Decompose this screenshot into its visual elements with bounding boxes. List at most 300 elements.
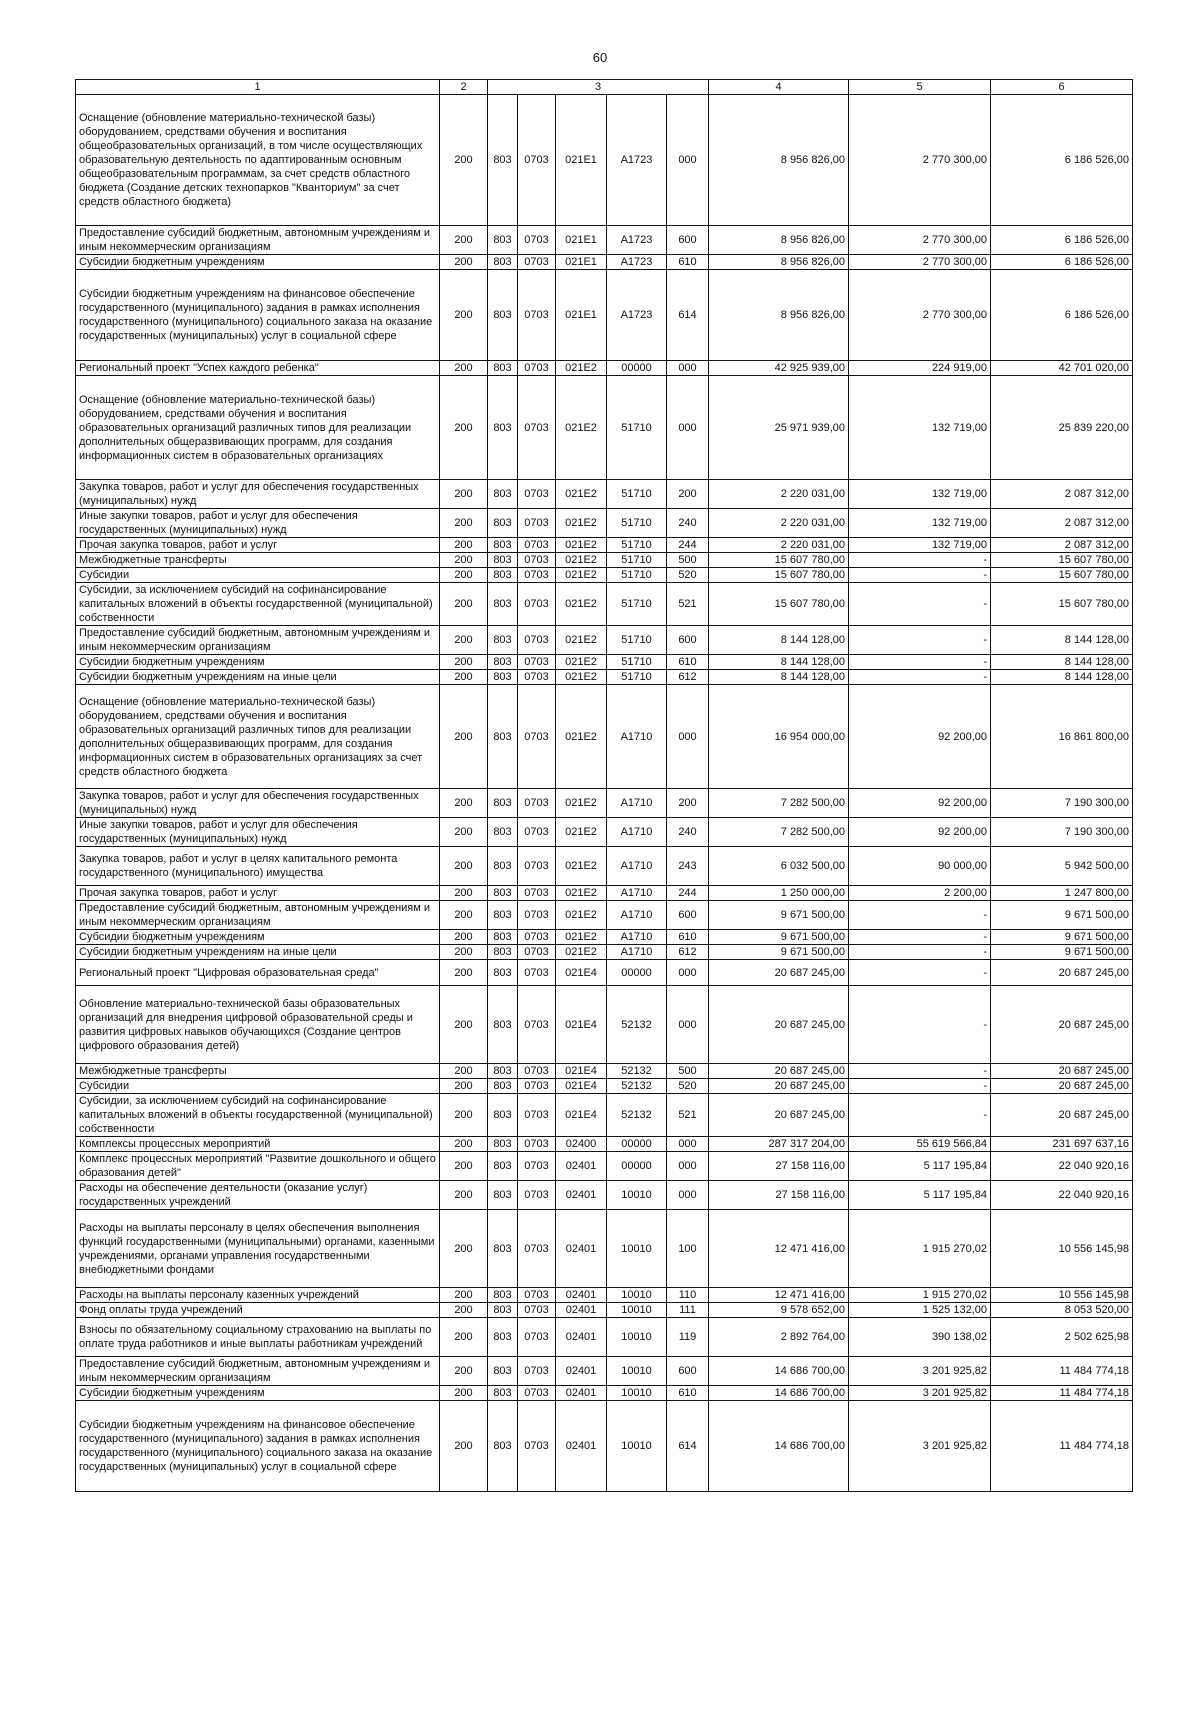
table-row	[76, 568, 1133, 583]
section-code: 803	[488, 480, 518, 509]
grbs-code: 200	[440, 95, 488, 226]
program-code: 02401	[556, 1181, 607, 1210]
program-code: 021E4	[556, 986, 607, 1064]
amount-total: 12 471 416,00	[709, 1288, 849, 1303]
table-row	[76, 509, 1133, 538]
amount-col6: 8 144 128,00	[991, 655, 1133, 670]
row-name: Оснащение (обновление материально-технической базы) оборудованием, средствами обучения и воспитания образовательных организаций различных типов для реализации дополнительных общеразвивающих программ, для создания информационных систем в образовательных организациях за счет средств областного бюджета	[76, 685, 440, 789]
expense-type-code: 244	[667, 538, 709, 553]
row-name: Субсидии бюджетным учреждениям на иные цели	[76, 670, 440, 685]
row-name: Обновление материально-технической базы образовательных организаций для внедрения цифровой образовательной среды и развития цифровых навыков обучающихся (Создание центров цифрового образования детей)	[76, 986, 440, 1064]
section-code: 803	[488, 960, 518, 986]
table-row	[76, 1386, 1133, 1401]
section-code: 803	[488, 886, 518, 901]
program-code: 021E1	[556, 255, 607, 270]
direction-code: А1723	[607, 255, 667, 270]
amount-total: 9 671 500,00	[709, 901, 849, 930]
direction-code: 00000	[607, 1137, 667, 1152]
section-code: 803	[488, 1303, 518, 1318]
table-row	[76, 1288, 1133, 1303]
section-code: 803	[488, 685, 518, 789]
program-code: 021E2	[556, 626, 607, 655]
row-name: Субсидии бюджетным учреждениям	[76, 255, 440, 270]
expense-type-code: 244	[667, 886, 709, 901]
table-row	[76, 986, 1133, 1064]
grbs-code: 200	[440, 583, 488, 626]
subsection-code: 0703	[518, 1181, 556, 1210]
direction-code: 51710	[607, 568, 667, 583]
subsection-code: 0703	[518, 480, 556, 509]
amount-col5: -	[849, 901, 991, 930]
table-row	[76, 1401, 1133, 1492]
amount-col5: 2 770 300,00	[849, 255, 991, 270]
amount-total: 42 925 939,00	[709, 361, 849, 376]
grbs-code: 200	[440, 685, 488, 789]
expense-type-code: 600	[667, 626, 709, 655]
subsection-code: 0703	[518, 986, 556, 1064]
amount-col5: -	[849, 1094, 991, 1137]
direction-code: А1710	[607, 789, 667, 818]
direction-code: А1710	[607, 901, 667, 930]
grbs-code: 200	[440, 1079, 488, 1094]
table-row	[76, 1357, 1133, 1386]
expense-type-code: 000	[667, 376, 709, 480]
subsection-code: 0703	[518, 361, 556, 376]
program-code: 021E2	[556, 670, 607, 685]
amount-col6: 2 502 625,98	[991, 1318, 1133, 1357]
amount-col6: 15 607 780,00	[991, 553, 1133, 568]
direction-code: 51710	[607, 538, 667, 553]
subsection-code: 0703	[518, 886, 556, 901]
row-name: Комплекс процессных мероприятий "Развитие дошкольного и общего образования детей"	[76, 1152, 440, 1181]
amount-total: 2 220 031,00	[709, 538, 849, 553]
program-code: 021E2	[556, 685, 607, 789]
amount-total: 15 607 780,00	[709, 553, 849, 568]
subsection-code: 0703	[518, 376, 556, 480]
subsection-code: 0703	[518, 1303, 556, 1318]
amount-col5: -	[849, 553, 991, 568]
section-code: 803	[488, 1094, 518, 1137]
grbs-code: 200	[440, 1386, 488, 1401]
subsection-code: 0703	[518, 226, 556, 255]
subsection-code: 0703	[518, 1401, 556, 1492]
row-name: Прочая закупка товаров, работ и услуг	[76, 886, 440, 901]
amount-col5: 92 200,00	[849, 789, 991, 818]
direction-code: А1710	[607, 685, 667, 789]
grbs-code: 200	[440, 1064, 488, 1079]
program-code: 021E2	[556, 509, 607, 538]
subsection-code: 0703	[518, 1318, 556, 1357]
amount-col6: 5 942 500,00	[991, 847, 1133, 886]
program-code: 021E2	[556, 480, 607, 509]
table-row	[76, 655, 1133, 670]
expense-type-code: 000	[667, 1181, 709, 1210]
direction-code: 51710	[607, 553, 667, 568]
grbs-code: 200	[440, 670, 488, 685]
amount-col5: -	[849, 568, 991, 583]
amount-col5: 55 619 566,84	[849, 1137, 991, 1152]
amount-col5: 5 117 195,84	[849, 1181, 991, 1210]
program-code: 021E1	[556, 270, 607, 361]
expense-type-code: 240	[667, 509, 709, 538]
table-row	[76, 1094, 1133, 1137]
amount-col5: -	[849, 626, 991, 655]
row-name: Субсидии, за исключением субсидий на софинансирование капитальных вложений в объекты государственной (муниципальной) собственности	[76, 1094, 440, 1137]
subsection-code: 0703	[518, 1288, 556, 1303]
row-name: Субсидии бюджетным учреждениям	[76, 1386, 440, 1401]
section-code: 803	[488, 1318, 518, 1357]
grbs-code: 200	[440, 553, 488, 568]
table-row	[76, 480, 1133, 509]
amount-col6: 6 186 526,00	[991, 226, 1133, 255]
grbs-code: 200	[440, 847, 488, 886]
table-row	[76, 789, 1133, 818]
direction-code: 51710	[607, 583, 667, 626]
amount-col6: 20 687 245,00	[991, 986, 1133, 1064]
amount-total: 15 607 780,00	[709, 583, 849, 626]
amount-col6: 6 186 526,00	[991, 270, 1133, 361]
grbs-code: 200	[440, 818, 488, 847]
amount-total: 6 032 500,00	[709, 847, 849, 886]
direction-code: 10010	[607, 1357, 667, 1386]
page-number: 60	[592, 50, 608, 65]
section-code: 803	[488, 376, 518, 480]
amount-col5: -	[849, 945, 991, 960]
amount-col6: 6 186 526,00	[991, 95, 1133, 226]
amount-col6: 7 190 300,00	[991, 818, 1133, 847]
program-code: 021E4	[556, 960, 607, 986]
direction-code: 00000	[607, 361, 667, 376]
grbs-code: 200	[440, 655, 488, 670]
direction-code: А1710	[607, 945, 667, 960]
table-row	[76, 226, 1133, 255]
amount-col6: 8 053 520,00	[991, 1303, 1133, 1318]
section-code: 803	[488, 361, 518, 376]
grbs-code: 200	[440, 930, 488, 945]
amount-col6: 7 190 300,00	[991, 789, 1133, 818]
column-header-1: 1	[76, 80, 440, 95]
table-row	[76, 1303, 1133, 1318]
amount-col6: 25 839 220,00	[991, 376, 1133, 480]
program-code: 02401	[556, 1288, 607, 1303]
program-code: 021E2	[556, 847, 607, 886]
row-name: Субсидии	[76, 1079, 440, 1094]
expense-type-code: 600	[667, 1357, 709, 1386]
expense-type-code: 612	[667, 945, 709, 960]
program-code: 02401	[556, 1357, 607, 1386]
amount-col6: 22 040 920,16	[991, 1181, 1133, 1210]
grbs-code: 200	[440, 1181, 488, 1210]
amount-col6: 20 687 245,00	[991, 960, 1133, 986]
table-row	[76, 901, 1133, 930]
section-code: 803	[488, 818, 518, 847]
section-code: 803	[488, 789, 518, 818]
program-code: 021E4	[556, 1064, 607, 1079]
section-code: 803	[488, 986, 518, 1064]
amount-total: 8 144 128,00	[709, 655, 849, 670]
section-code: 803	[488, 509, 518, 538]
section-code: 803	[488, 583, 518, 626]
subsection-code: 0703	[518, 255, 556, 270]
section-code: 803	[488, 1401, 518, 1492]
direction-code: 10010	[607, 1210, 667, 1288]
table-row	[76, 945, 1133, 960]
grbs-code: 200	[440, 1303, 488, 1318]
expense-type-code: 000	[667, 1152, 709, 1181]
grbs-code: 200	[440, 1210, 488, 1288]
grbs-code: 200	[440, 945, 488, 960]
subsection-code: 0703	[518, 670, 556, 685]
expense-type-code: 000	[667, 95, 709, 226]
grbs-code: 200	[440, 1152, 488, 1181]
grbs-code: 200	[440, 960, 488, 986]
section-code: 803	[488, 226, 518, 255]
row-name: Расходы на выплаты персоналу казенных учреждений	[76, 1288, 440, 1303]
section-code: 803	[488, 1064, 518, 1079]
amount-col5: 390 138,02	[849, 1318, 991, 1357]
table-row	[76, 1181, 1133, 1210]
section-code: 803	[488, 568, 518, 583]
program-code: 02401	[556, 1303, 607, 1318]
table-row	[76, 583, 1133, 626]
table-row	[76, 847, 1133, 886]
section-code: 803	[488, 553, 518, 568]
subsection-code: 0703	[518, 509, 556, 538]
amount-col5: 2 200,00	[849, 886, 991, 901]
program-code: 021E2	[556, 655, 607, 670]
program-code: 021E1	[556, 95, 607, 226]
subsection-code: 0703	[518, 901, 556, 930]
subsection-code: 0703	[518, 685, 556, 789]
expense-type-code: 200	[667, 480, 709, 509]
program-code: 02401	[556, 1210, 607, 1288]
program-code: 021E1	[556, 226, 607, 255]
direction-code: 00000	[607, 1152, 667, 1181]
subsection-code: 0703	[518, 1137, 556, 1152]
amount-total: 27 158 116,00	[709, 1152, 849, 1181]
amount-total: 25 971 939,00	[709, 376, 849, 480]
subsection-code: 0703	[518, 568, 556, 583]
row-name: Межбюджетные трансферты	[76, 553, 440, 568]
section-code: 803	[488, 847, 518, 886]
amount-col5: 2 770 300,00	[849, 270, 991, 361]
expense-type-code: 600	[667, 901, 709, 930]
column-number-row	[76, 80, 1133, 95]
row-name: Субсидии бюджетным учреждениям	[76, 930, 440, 945]
amount-col6: 16 861 800,00	[991, 685, 1133, 789]
amount-col5: 92 200,00	[849, 685, 991, 789]
amount-col6: 9 671 500,00	[991, 930, 1133, 945]
grbs-code: 200	[440, 376, 488, 480]
amount-col5: -	[849, 930, 991, 945]
grbs-code: 200	[440, 1094, 488, 1137]
row-name: Субсидии	[76, 568, 440, 583]
program-code: 021E2	[556, 583, 607, 626]
row-name: Субсидии бюджетным учреждениям на иные цели	[76, 945, 440, 960]
grbs-code: 200	[440, 1318, 488, 1357]
expense-type-code: 000	[667, 685, 709, 789]
grbs-code: 200	[440, 886, 488, 901]
expense-type-code: 500	[667, 1064, 709, 1079]
amount-col6: 11 484 774,18	[991, 1401, 1133, 1492]
amount-total: 8 956 826,00	[709, 270, 849, 361]
grbs-code: 200	[440, 568, 488, 583]
section-code: 803	[488, 538, 518, 553]
section-code: 803	[488, 270, 518, 361]
row-name: Предоставление субсидий бюджетным, автономным учреждениям и иным некоммерческим организациям	[76, 901, 440, 930]
amount-col6: 11 484 774,18	[991, 1386, 1133, 1401]
expense-type-code: 610	[667, 1386, 709, 1401]
row-name: Субсидии бюджетным учреждениям	[76, 655, 440, 670]
subsection-code: 0703	[518, 945, 556, 960]
row-name: Предоставление субсидий бюджетным, автономным учреждениям и иным некоммерческим организациям	[76, 226, 440, 255]
grbs-code: 200	[440, 789, 488, 818]
amount-col5: -	[849, 1064, 991, 1079]
direction-code: 52132	[607, 1079, 667, 1094]
amount-col6: 8 144 128,00	[991, 670, 1133, 685]
amount-col5: 1 915 270,02	[849, 1288, 991, 1303]
amount-total: 2 892 764,00	[709, 1318, 849, 1357]
direction-code: 51710	[607, 376, 667, 480]
grbs-code: 200	[440, 361, 488, 376]
program-code: 021E2	[556, 818, 607, 847]
amount-col6: 2 087 312,00	[991, 480, 1133, 509]
amount-col5: -	[849, 583, 991, 626]
subsection-code: 0703	[518, 95, 556, 226]
section-code: 803	[488, 1181, 518, 1210]
section-code: 803	[488, 1357, 518, 1386]
direction-code: А1723	[607, 95, 667, 226]
amount-col5: 3 201 925,82	[849, 1401, 991, 1492]
section-code: 803	[488, 1079, 518, 1094]
direction-code: 51710	[607, 655, 667, 670]
amount-col5: 132 719,00	[849, 509, 991, 538]
subsection-code: 0703	[518, 538, 556, 553]
direction-code: 51710	[607, 670, 667, 685]
grbs-code: 200	[440, 480, 488, 509]
amount-col5: 3 201 925,82	[849, 1386, 991, 1401]
table-row	[76, 960, 1133, 986]
grbs-code: 200	[440, 538, 488, 553]
direction-code: 10010	[607, 1401, 667, 1492]
subsection-code: 0703	[518, 1064, 556, 1079]
amount-col6: 20 687 245,00	[991, 1094, 1133, 1137]
subsection-code: 0703	[518, 818, 556, 847]
grbs-code: 200	[440, 901, 488, 930]
direction-code: 52132	[607, 1064, 667, 1079]
amount-col5: 1 525 132,00	[849, 1303, 991, 1318]
grbs-code: 200	[440, 270, 488, 361]
expense-type-code: 612	[667, 670, 709, 685]
table-row	[76, 1318, 1133, 1357]
row-name: Межбюджетные трансферты	[76, 1064, 440, 1079]
amount-col5: 1 915 270,02	[849, 1210, 991, 1288]
expense-type-code: 521	[667, 583, 709, 626]
amount-col5: 3 201 925,82	[849, 1357, 991, 1386]
row-name: Взносы по обязательному социальному страхованию на выплаты по оплате труда работников и иные выплаты работникам учреждений	[76, 1318, 440, 1357]
program-code: 021E4	[556, 1094, 607, 1137]
subsection-code: 0703	[518, 1210, 556, 1288]
amount-col5: -	[849, 655, 991, 670]
amount-col6: 6 186 526,00	[991, 255, 1133, 270]
direction-code: 52132	[607, 986, 667, 1064]
row-name: Оснащение (обновление материально-технической базы) оборудованием, средствами обучения и воспитания общеобразовательных организаций, в том числе осуществляющих образовательную деятельность по адаптированным основным общеобразовательным программам, за счет средств областного бюджета (Создание детских технопарков "Кванториум" за счет средств областного бюджета)	[76, 95, 440, 226]
program-code: 021E4	[556, 1079, 607, 1094]
row-name: Субсидии бюджетным учреждениям на финансовое обеспечение государственного (муниципального) задания в рамках исполнения государственного (муниципального) социального заказа на оказание государственных (муниципальных) услуг в социальной сфере	[76, 1401, 440, 1492]
amount-col5: -	[849, 670, 991, 685]
table-row	[76, 1064, 1133, 1079]
direction-code: 00000	[607, 960, 667, 986]
table-body	[76, 80, 1133, 1492]
grbs-code: 200	[440, 1137, 488, 1152]
table-row	[76, 1210, 1133, 1288]
expense-type-code: 243	[667, 847, 709, 886]
direction-code: 51710	[607, 480, 667, 509]
direction-code: 51710	[607, 626, 667, 655]
grbs-code: 200	[440, 509, 488, 538]
direction-code: А1710	[607, 886, 667, 901]
amount-total: 9 671 500,00	[709, 930, 849, 945]
amount-col5: 132 719,00	[849, 480, 991, 509]
amount-col6: 22 040 920,16	[991, 1152, 1133, 1181]
subsection-code: 0703	[518, 270, 556, 361]
row-name: Фонд оплаты труда учреждений	[76, 1303, 440, 1318]
table-row	[76, 538, 1133, 553]
table-row	[76, 886, 1133, 901]
table-row	[76, 930, 1133, 945]
row-name: Региональный проект "Успех каждого ребенка"	[76, 361, 440, 376]
row-name: Иные закупки товаров, работ и услуг для обеспечения государственных (муниципальных) нужд	[76, 818, 440, 847]
column-header-5: 5	[849, 80, 991, 95]
amount-total: 1 250 000,00	[709, 886, 849, 901]
section-code: 803	[488, 1386, 518, 1401]
amount-total: 12 471 416,00	[709, 1210, 849, 1288]
direction-code: 10010	[607, 1386, 667, 1401]
amount-col6: 9 671 500,00	[991, 901, 1133, 930]
amount-col6: 20 687 245,00	[991, 1064, 1133, 1079]
row-name: Прочая закупка товаров, работ и услуг	[76, 538, 440, 553]
program-code: 02401	[556, 1401, 607, 1492]
subsection-code: 0703	[518, 583, 556, 626]
amount-total: 14 686 700,00	[709, 1357, 849, 1386]
row-name: Комплексы процессных мероприятий	[76, 1137, 440, 1152]
amount-col5: 2 770 300,00	[849, 95, 991, 226]
row-name: Региональный проект "Цифровая образовательная среда"	[76, 960, 440, 986]
amount-col6: 20 687 245,00	[991, 1079, 1133, 1094]
amount-col6: 2 087 312,00	[991, 538, 1133, 553]
expense-type-code: 610	[667, 655, 709, 670]
program-code: 021E2	[556, 930, 607, 945]
program-code: 02401	[556, 1386, 607, 1401]
program-code: 021E2	[556, 789, 607, 818]
amount-total: 16 954 000,00	[709, 685, 849, 789]
grbs-code: 200	[440, 255, 488, 270]
row-name: Закупка товаров, работ и услуг для обеспечения государственных (муниципальных) нужд	[76, 789, 440, 818]
program-code: 021E2	[556, 553, 607, 568]
section-code: 803	[488, 901, 518, 930]
table-row	[76, 361, 1133, 376]
amount-total: 287 317 204,00	[709, 1137, 849, 1152]
section-code: 803	[488, 655, 518, 670]
program-code: 021E2	[556, 945, 607, 960]
subsection-code: 0703	[518, 1094, 556, 1137]
program-code: 021E2	[556, 538, 607, 553]
program-code: 021E2	[556, 376, 607, 480]
row-name: Субсидии бюджетным учреждениям на финансовое обеспечение государственного (муниципального) задания в рамках исполнения государственного (муниципального) социального заказа на оказание государственных (муниципальных) услуг в социальной сфере	[76, 270, 440, 361]
subsection-code: 0703	[518, 553, 556, 568]
row-name: Расходы на обеспечение деятельности (оказание услуг) государственных учреждений	[76, 1181, 440, 1210]
table-row	[76, 685, 1133, 789]
